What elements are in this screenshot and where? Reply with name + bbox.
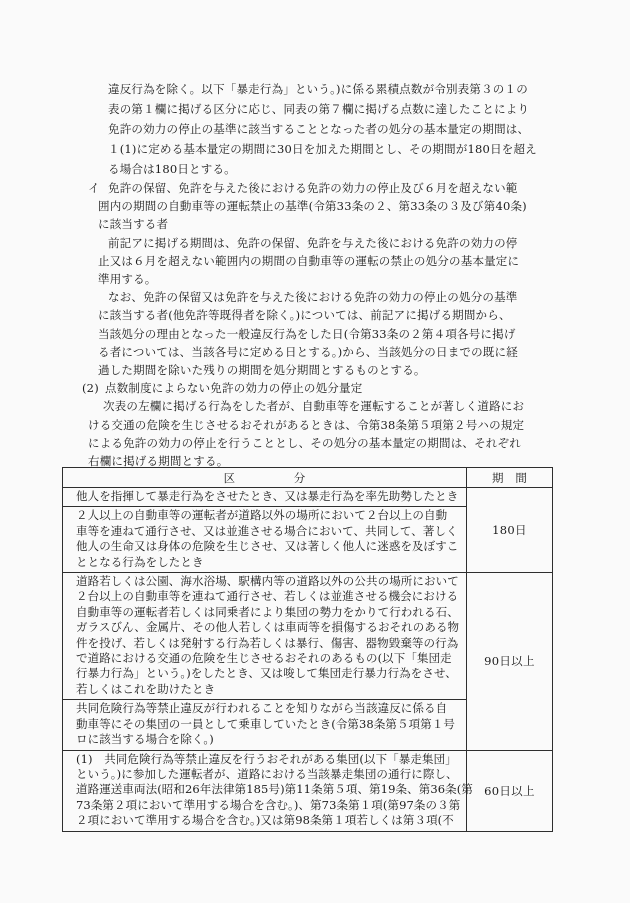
item-i [0, 179, 630, 234]
table-text-line: ガラスびん、金属片、その他人若しくは車両等を損傷するおそれのある物 [76, 620, 460, 635]
kubun-cell [63, 573, 467, 700]
punishment-period-table [62, 467, 553, 832]
table-text-line: (1) 共同危険行為等禁止違反を行うおそれがある集団(以下「暴走集団」 [76, 751, 457, 766]
kubun-cell [63, 507, 467, 573]
text-line: 免許の効力の停止の基準に該当することとなった者の処分の基本量定の期間は、 [108, 122, 530, 136]
text-line: １(1)に定める基本量定の期間に30日を加えた期間とし、その期間が180日を超え [108, 142, 537, 156]
text-line: 次表の左欄に掲げる行為をした者が、自動車等を運転することが著しく道路にお [103, 399, 525, 414]
item-2-body [0, 397, 630, 470]
period-cell: 180日 [467, 488, 553, 573]
paragraph-nao [0, 288, 630, 379]
table-text-line: 共同危険行為等禁止違反が行われることを知りながら当該違反に係る自 [76, 701, 448, 716]
text-line: 準用する。 [98, 272, 157, 287]
text-line: ける交通の危険を生じさせるおそれがあるときは、令第38条第５項第２号ハの規定 [88, 417, 525, 432]
list-marker: (2) [82, 381, 99, 396]
kubun-cell [63, 750, 473, 831]
table-text-line: 行暴力行為」という。)をしたとき、又は唆して集団走行暴力行為をさせ、 [76, 666, 457, 681]
table-text-line: 道路若しくは公園、海水浴場、駅構内等の道路以外の公共の場所において [76, 574, 459, 589]
table-text-line: ととなる行為をしたとき [76, 554, 204, 569]
text-line: に該当する者 [98, 217, 169, 232]
table-text-line: 他人を指揮して暴走行為をさせたとき、又は暴走行為を率先助勢したとき [76, 489, 459, 503]
table-header-kikan: 期 間 [467, 468, 553, 488]
text-line: 囲内の期間の自動車等の運転禁止の基準(令第33条の２、第33条の３及び第40条) [98, 199, 527, 214]
table-text-line: という。)に参加した運転者が、道路における当該暴走集団の通行に際し、 [76, 766, 458, 781]
table-text-line: 自動車等の運転者若しくは同乗者により集団の勢力をかりて行われる石、 [76, 604, 459, 619]
text-line: る者については、当該各号に定める日とする。)から、当該処分の日までの既に経 [98, 344, 518, 359]
text-line: 止又は６月を超えない範囲内の期間の自動車等の運転の禁止の処分の基本量定に [98, 253, 520, 268]
kubun-cell [63, 700, 467, 750]
table-text-line: ２人以上の自動車等の運転者が道路以外の場所において２台以上の自動 [76, 508, 448, 523]
period-cell: 90日以上 [467, 573, 553, 750]
text-line: 過した期間を除いた残りの期間を処分期間とするものとする。 [98, 363, 426, 378]
text-line: 前記アに掲げる期間は、免許の保留、免許を与えた後における免許の効力の停 [108, 235, 518, 250]
table-head [63, 468, 553, 488]
continuation-paragraph [0, 79, 630, 179]
text-line: に該当する者(他免許等既得者を除く。)については、前記アに掲げる期間から、 [98, 308, 511, 323]
table-text-line: 動車等にその集団の一員として乗車していたとき(令第38条第５項第１号 [76, 716, 456, 731]
item-2-heading [0, 379, 630, 397]
table-text-line: 73条第２項において準用する場合を含む。)、第73条第１項(第97条の３第 [76, 797, 461, 812]
table-text-line: ２項において準用する場合を含む。)又は第98条第１項若しくは第３項(不 [76, 813, 454, 828]
table-row [63, 488, 553, 507]
text-line: 当該処分の理由となった一般違反行為をした日(令第33条の２第４項各号に掲げ [98, 326, 516, 341]
kubun-cell [63, 488, 467, 507]
paragraph-zenki-a [0, 234, 630, 289]
body-text [0, 79, 630, 470]
table-text-line: ロに該当する場合を除く。) [76, 732, 214, 747]
text-line: る場合は180日とする。 [108, 162, 236, 176]
text-line: 点数制度によらない免許の効力の停止の処分量定 [105, 381, 363, 396]
text-line: なお、免許の保留又は免許を与えた後における免許の効力の停止の処分の基準 [108, 290, 518, 305]
table-row [63, 573, 553, 700]
table-text-line: で道路における交通の危険を生じさせるおそれのあるもの(以下「集団走 [76, 651, 452, 666]
text-line: 表の第１欄に掲げる区分に応じ、同表の第７欄に掲げる点数に達したことにより [108, 102, 530, 116]
table-text-line: ２台以上の自動車等を連ねて通行させ、若しくは並進させる機会における [76, 589, 459, 604]
table-row [63, 750, 553, 831]
table-header-kubun: 区 分 [63, 468, 467, 488]
list-marker: イ [88, 181, 100, 195]
table-text-line: 件を投げ、若しくは発射する行為若しくは暴行、傷害、器物毀棄等の行為 [76, 635, 459, 650]
text-line: 違反行為を除く。以下「暴走行為」という。)に係る累積点数が令別表第３の１の [108, 82, 528, 96]
table-text-line: 道路運送車両法(昭和26年法律第185号)第11条第５項、第19条、第36条(第 [76, 782, 473, 797]
table-text-line: 車等を連ねて通行させ、又は並進させる場合において、共同して、著しく [76, 523, 458, 538]
text-line: による免許の効力の停止を行うこととし、その処分の基本量定の期間は、それぞれ [88, 435, 521, 450]
table-text-line: 若しくはこれを助けたとき [76, 681, 216, 696]
text-line: 免許の保留、免許を与えた後における免許の効力の停止及び６月を超えない範 [108, 181, 518, 195]
period-cell: 60日以上 [467, 750, 553, 831]
table-text-line: 他人の生命又は身体の危険を生じさせ、又は著しく他人に迷惑を及ぼすこ [76, 539, 459, 554]
text-line: 右欄に掲げる期間とする。 [88, 454, 229, 469]
table-header-row [63, 468, 553, 488]
table-body [63, 488, 553, 832]
